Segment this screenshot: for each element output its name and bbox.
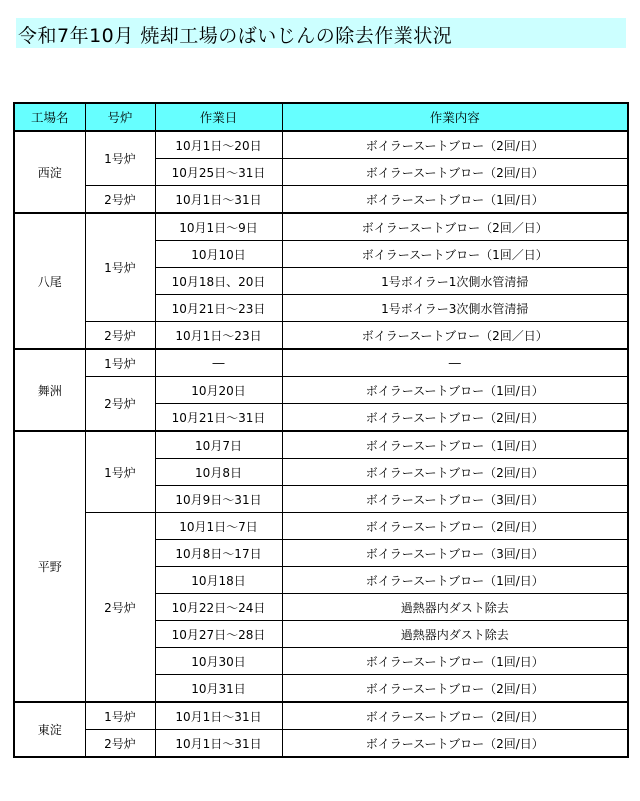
work-date-cell: 10月27日～28日 [155,621,282,648]
work-content-cell: ボイラースートブロー（2回/日） [282,675,628,703]
table-row [14,513,628,540]
furnace-cell: 1号炉 [85,431,155,513]
page-title: 令和7年10月 焼却工場のばいじんの除去作業状況 [18,25,453,47]
work-date-cell: 10月1日～31日 [155,186,282,214]
work-content-cell: 過熱器内ダスト除去 [282,594,628,621]
table-row [14,131,628,159]
work-date-cell: 10月18日 [155,567,282,594]
table-row [14,702,628,730]
work-date-cell: 10月25日～31日 [155,159,282,186]
work-content-cell: ボイラースートブロー（1回/日） [282,377,628,404]
work-content-cell: ボイラースートブロー（2回/日） [282,404,628,432]
plant-name-cell: 平野 [14,431,85,702]
furnace-cell: 2号炉 [85,730,155,758]
work-content-cell: ボイラースートブロー（2回/日） [282,513,628,540]
work-date-cell: 10月8日 [155,459,282,486]
work-date-cell: 10月22日～24日 [155,594,282,621]
work-content-cell: 過熱器内ダスト除去 [282,621,628,648]
furnace-cell: 1号炉 [85,349,155,377]
plant-name-cell: 東淀 [14,702,85,757]
furnace-cell: 2号炉 [85,186,155,214]
plant-name-cell: 西淀 [14,131,85,213]
title-bar [16,18,626,48]
work-date-cell: 10月7日 [155,431,282,459]
work-content-cell: 1号ボイラー1次側水管清掃 [282,268,628,295]
furnace-cell: 2号炉 [85,322,155,350]
header-furnace: 号炉 [85,103,155,131]
work-date-cell: 10月21日～31日 [155,404,282,432]
work-date-cell: 10月1日～31日 [155,730,282,758]
work-date-cell: 10月8日～17日 [155,540,282,567]
furnace-cell: 1号炉 [85,213,155,322]
work-date-cell: 10月1日～9日 [155,213,282,241]
table-row [14,730,628,758]
work-content-cell: ボイラースートブロー（2回/日） [282,159,628,186]
work-date-cell: 10月21日～23日 [155,295,282,322]
work-content-cell: ボイラースートブロー（2回/日） [282,702,628,730]
header-plant: 工場名 [14,103,85,131]
table-body [14,131,628,757]
furnace-cell: 2号炉 [85,377,155,432]
work-date-cell: 10月18日、20日 [155,268,282,295]
plant-name-cell: 八尾 [14,213,85,349]
work-content-cell: ボイラースートブロー（2回／日） [282,322,628,350]
work-date-cell: 10月1日～31日 [155,702,282,730]
work-date-cell: 10月10日 [155,241,282,268]
work-content-cell: ボイラースートブロー（1回/日） [282,567,628,594]
work-date-cell: 10月1日～20日 [155,131,282,159]
work-date-cell: 10月20日 [155,377,282,404]
table-row [14,213,628,241]
plant-name-cell: 舞洲 [14,349,85,431]
work-content-cell: ボイラースートブロー（3回/日） [282,540,628,567]
work-date-cell: 10月1日～7日 [155,513,282,540]
furnace-cell: 1号炉 [85,131,155,186]
header-date: 作業日 [155,103,282,131]
work-content-cell: ボイラースートブロー（2回/日） [282,459,628,486]
work-content-cell: ボイラースートブロー（2回/日） [282,131,628,159]
furnace-cell: 1号炉 [85,702,155,730]
work-content-cell: 1号ボイラー3次側水管清掃 [282,295,628,322]
table-row [14,377,628,404]
work-date-cell: 10月30日 [155,648,282,675]
table-row [14,322,628,350]
work-status-table [13,102,629,758]
table-row [14,349,628,377]
work-date-cell: ― [155,349,282,377]
work-content-cell: ボイラースートブロー（2回／日） [282,213,628,241]
work-date-cell: 10月1日～23日 [155,322,282,350]
work-content-cell: ボイラースートブロー（2回/日） [282,730,628,758]
work-content-cell: ボイラースートブロー（1回/日） [282,648,628,675]
header-row [14,103,628,131]
table-row [14,431,628,459]
header-work: 作業内容 [282,103,628,131]
work-date-cell: 10月9日～31日 [155,486,282,513]
work-date-cell: 10月31日 [155,675,282,703]
work-content-cell: ― [282,349,628,377]
work-content-cell: ボイラースートブロー（1回/日） [282,186,628,214]
furnace-cell: 2号炉 [85,513,155,703]
work-content-cell: ボイラースートブロー（3回/日） [282,486,628,513]
table-row [14,186,628,214]
work-content-cell: ボイラースートブロー（1回／日） [282,241,628,268]
work-content-cell: ボイラースートブロー（1回/日） [282,431,628,459]
